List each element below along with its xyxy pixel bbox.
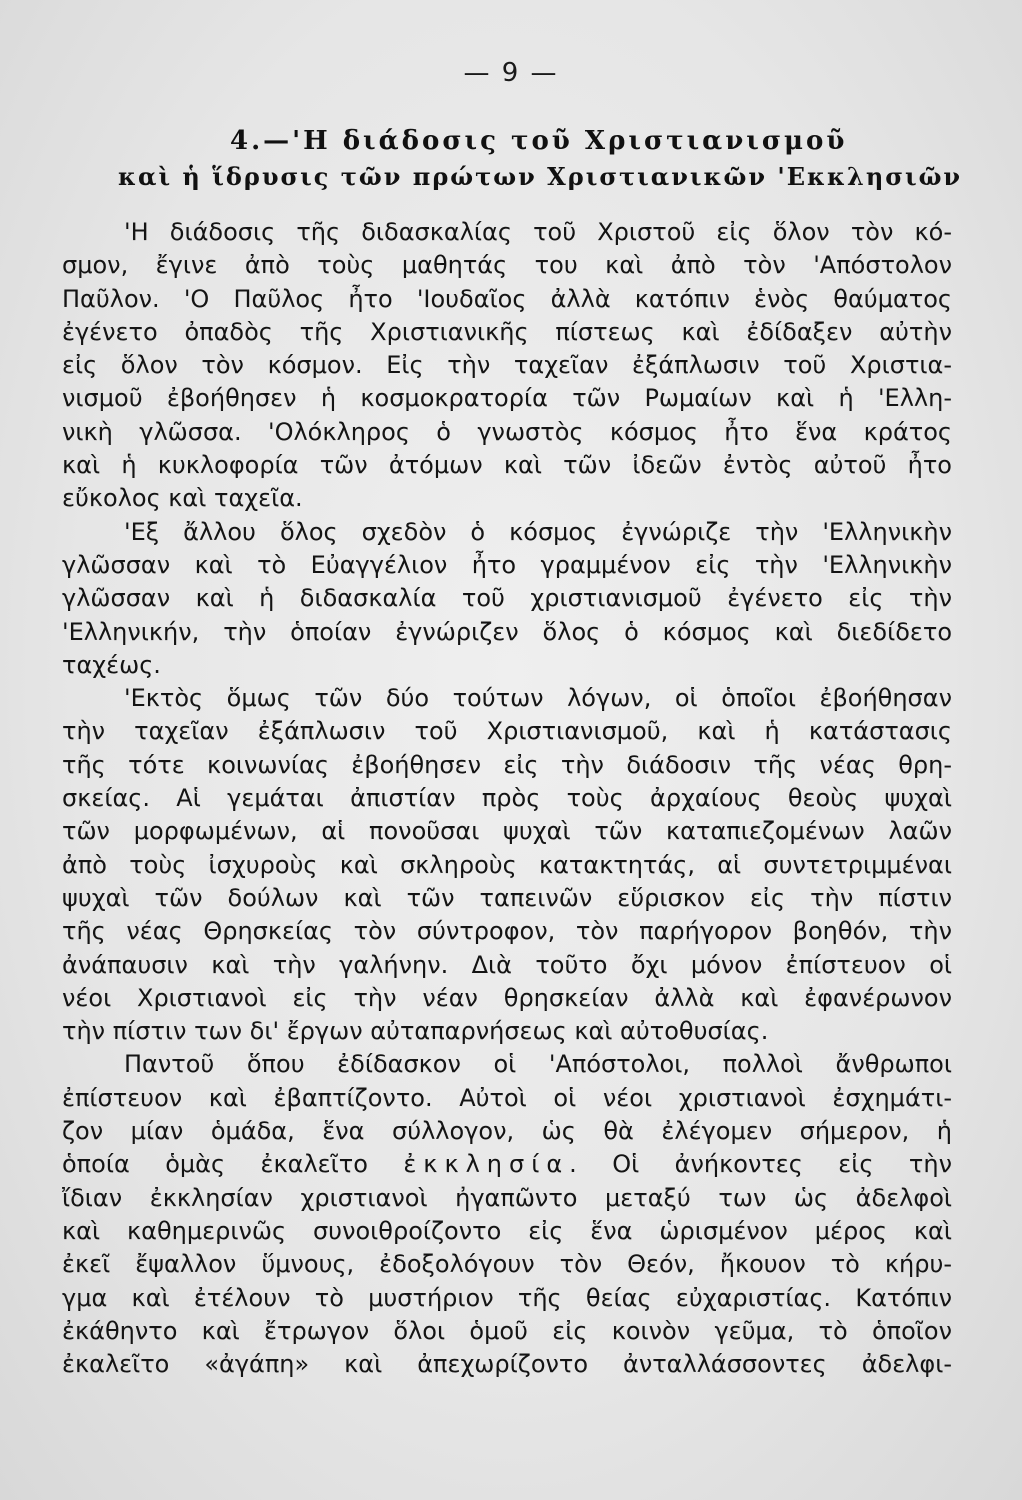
chapter-heading-line-1: 4.—'Η διάδοσις τοῦ Χριστιανισμοῦ [230,126,848,156]
body-text [62,216,952,1381]
text-line: Παντοῦ ὅπου ἐδίδασκον οἱ 'Απόστολοι, πολλοὶ ἄνθρωποι [124,1050,952,1079]
spaced-word: ἐκκλησία [403,1150,570,1179]
chapter-heading-line-2: καὶ ἡ ἵδρυσις τῶν πρώτων Χριστιανικῶν 'Εκκλησιῶν [118,162,963,191]
text-line: εἰς ὅλον τὸν κόσμον. Εἰς τὴν ταχεῖαν ἐξάπλωσιν τοῦ Χριστια- [62,351,952,380]
text-line: τὴν πίστιν των δι' ἔργων αὐταπαρνήσεως καὶ αὐτοθυσίας. [62,1017,769,1046]
text-line: καὶ ἡ κυκλοφορία τῶν ἀτόμων καὶ τῶν ἰδεῶν ἐντὸς αὐτοῦ ἦτο [62,451,952,480]
text-line: τὴν ταχεῖαν ἐξάπλωσιν τοῦ Χριστιανισμοῦ, καὶ ἡ κατάστασις [62,717,952,746]
text-line: νικὴ γλῶσσα. 'Ολόκληρος ὁ γνωστὸς κόσμος ἦτο ἕνα κράτος [62,417,952,446]
text-line: γλῶσσαν καὶ ἡ διδασκαλία τοῦ χριστιανισμοῦ ἐγένετο εἰς τὴν [62,584,952,613]
text-line: νέοι Χριστιανοὶ εἰς τὴν νέαν θρησκείαν ἀλλὰ καὶ ἐφανέρωνον [62,983,952,1012]
text-line: ἀνάπαυσιν καὶ τὴν γαλήνην. Διὰ τοῦτο ὄχι μόνον ἐπίστευον οἱ [62,950,952,979]
text-line: Παῦλον. 'Ο Παῦλος ἦτο 'Ιουδαῖος ἀλλὰ κατόπιν ἑνὸς θαύματος [62,284,952,313]
text-line-with-spaced-word [62,1148,952,1181]
text-line: καὶ καθημερινῶς συνοιθροίζοντο εἰς ἕνα ὡρισμένον μέρος καὶ [62,1216,952,1245]
text-line: εὔκολος καὶ ταχεῖα. [62,484,303,513]
text-line: 'Εξ ἄλλου ὅλος σχεδὸν ὁ κόσμος ἐγνώριζε τὴν 'Ελληνικὴν [124,517,952,546]
text-fragment: . Οἱ ἀνήκοντες εἰς τὴν [569,1150,952,1179]
text-line: σκείας. Αἱ γεμάται ἀπιστίαν πρὸς τοὺς ἀρχαίους θεοὺς ψυχαὶ [62,784,952,813]
text-line: ἐγένετο ὀπαδὸς τῆς Χριστιανικῆς πίστεως καὶ ἐδίδαξεν αὐτὴν [62,317,952,346]
text-line: τῆς νέας Θρησκείας τὸν σύντροφον, τὸν παρήγορον βοηθόν, τὴν [62,917,952,946]
text-line: σμον, ἔγινε ἀπὸ τοὺς μαθητάς του καὶ ἀπὸ τὸν 'Απόστολον [62,251,952,280]
page-number: — 9 — [463,58,559,88]
text-line: ἐκεῖ ἔψαλλον ὕμνους, ἐδοξολόγουν τὸν Θεόν, ἤκουον τὸ κήρυ- [62,1250,952,1279]
text-line: νισμοῦ ἐβοήθησεν ἡ κοσμοκρατορία τῶν Ρωμαίων καὶ ἡ 'Ελλη- [62,384,952,413]
text-line: τῶν μορφωμένων, αἱ πονοῦσαι ψυχαὶ τῶν καταπιεζομένων λαῶν [62,817,952,846]
text-line: 'Ελληνικήν, τὴν ὁποίαν ἐγνώριζεν ὅλος ὁ κόσμος καὶ διεδίδετο [62,617,952,646]
text-line: ἐκαλεῖτο «ἀγάπη» καὶ ἀπεχωρίζοντο ἀνταλλάσσοντες ἀδελφι- [62,1350,952,1379]
text-line: 'Η διάδοσις τῆς διδασκαλίας τοῦ Χριστοῦ εἰς ὅλον τὸν κό- [124,218,952,246]
text-line: 'Εκτὸς ὅμως τῶν δύο τούτων λόγων, οἱ ὁποῖοι ἐβοήθησαν [124,684,952,713]
text-line: ἀπὸ τοὺς ἰσχυροὺς καὶ σκληροὺς κατακτητάς, αἱ συντετριμμέναι [62,850,952,879]
text-line: ταχέως. [62,650,161,679]
text-line: γμα καὶ ἐτέλουν τὸ μυστήριον τῆς θείας εὐχαριστίας. Κατόπιν [62,1283,952,1312]
text-line: ἐκάθηντο καὶ ἔτρωγον ὅλοι ὁμοῦ εἰς κοινὸν γεῦμα, τὸ ὁποῖον [62,1316,952,1345]
text-fragment: ὁποία ὁμὰς ἐκαλεῖτο [62,1150,404,1179]
text-line: ἐπίστευον καὶ ἐβαπτίζοντο. Αὐτοὶ οἱ νέοι χριστιανοὶ ἐσχημάτι- [62,1083,952,1112]
text-line: ψυχαὶ τῶν δούλων καὶ τῶν ταπεινῶν εὕρισκον εἰς τὴν πίστιν [62,883,952,912]
text-line: ἴδιαν ἐκκλησίαν χριστιανοὶ ἠγαπῶντο μεταξύ των ὡς ἀδελφοὶ [62,1183,952,1212]
text-line: ζον μίαν ὁμάδα, ἕνα σύλλογον, ὡς θὰ ἐλέγομεν σήμερον, ἡ [62,1117,952,1146]
text-line: τῆς τότε κοινωνίας ἐβοήθησεν εἰς τὴν διάδοσιν τῆς νέας θρη- [62,750,952,779]
text-line: γλῶσσαν καὶ τὸ Εὐαγγέλιον ἦτο γραμμένον εἰς τὴν 'Ελληνικὴν [62,550,952,579]
